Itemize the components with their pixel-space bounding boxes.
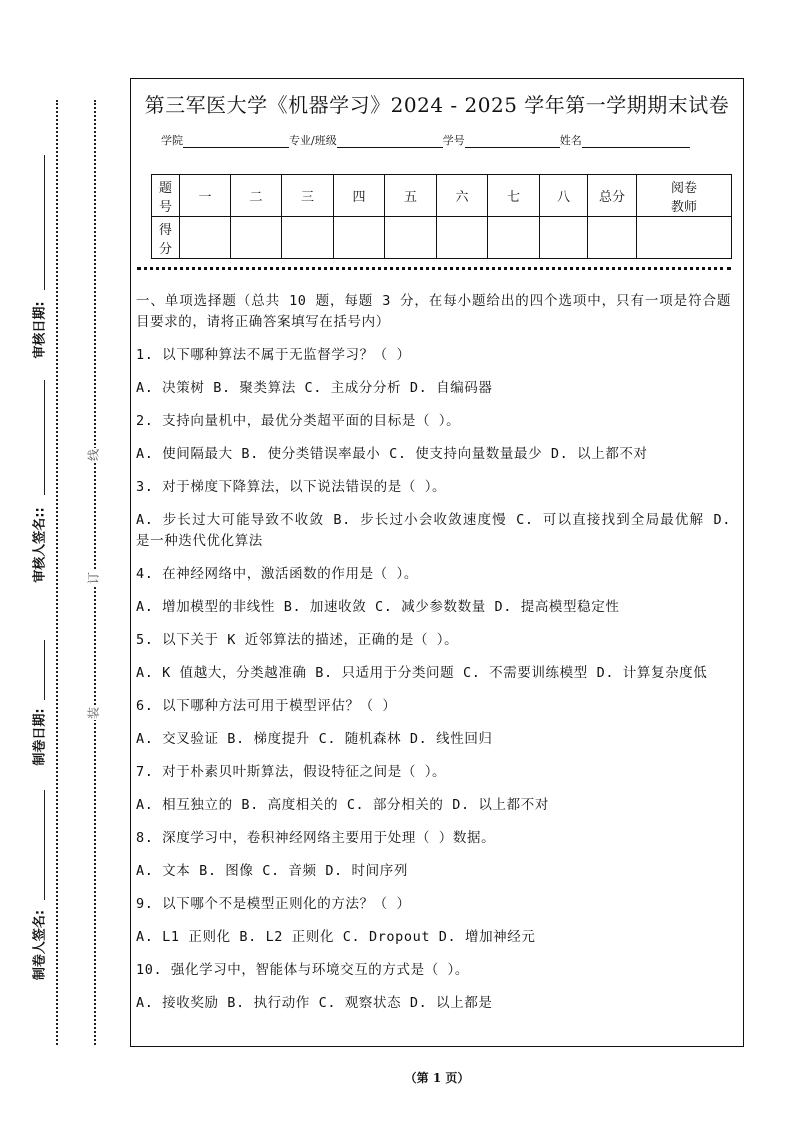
column-total: 总分 <box>588 175 637 217</box>
reviewer-signature-label: 审核人签名:: <box>32 507 48 583</box>
section-heading: 一、单项选择题（总共 10 题，每题 3 分，在每小题给出的四个选项中，只有一项是符合题目要求的，请将正确答案填写在括号内） <box>136 293 731 330</box>
column-8: 八 <box>540 175 588 217</box>
score-cell[interactable] <box>334 217 385 259</box>
exam-title: 第三军医大学《机器学习》2024 - 2025 学年第一学期期末试卷 <box>144 93 730 117</box>
column-4: 四 <box>334 175 385 217</box>
column-7: 七 <box>488 175 540 217</box>
score-cell-grader[interactable] <box>637 217 732 259</box>
question-9: 9. 以下哪个不是模型正则化的方法？（ ） <box>136 896 411 912</box>
score-table <box>151 174 732 259</box>
question-2: 2. 支持向量机中，最优分类超平面的目标是（ ）。 <box>136 413 461 429</box>
separator-dotted <box>137 267 731 270</box>
student-info <box>161 132 690 148</box>
binding-char-line: 线 <box>86 448 101 462</box>
compiler-signature-line <box>44 790 45 900</box>
question-4: 4. 在神经网络中，激活函数的作用是（ ）。 <box>136 566 418 582</box>
question-8-options: A. 文本 B. 图像 C. 音频 D. 时间序列 <box>136 863 408 879</box>
college-label: 学院 <box>161 134 183 147</box>
question-number-label: 题 号 <box>152 175 180 217</box>
score-cell[interactable] <box>437 217 488 259</box>
major-class-label: 专业/班级 <box>289 134 337 147</box>
score-cell[interactable] <box>231 217 282 259</box>
score-cell[interactable] <box>282 217 334 259</box>
cut-line-outer <box>56 100 58 1045</box>
question-5: 5. 以下关于 K 近邻算法的描述，正确的是（ ）。 <box>136 632 459 648</box>
question-section <box>136 291 731 1026</box>
column-5: 五 <box>385 175 437 217</box>
question-10-options: A. 接收奖励 B. 执行动作 C. 观察状态 D. 以上都是 <box>136 995 493 1011</box>
student-id-label: 学号 <box>442 134 465 147</box>
college-field[interactable] <box>183 135 289 148</box>
review-date-line <box>44 155 45 290</box>
column-1: 一 <box>180 175 231 217</box>
question-10: 10. 强化学习中，智能体与环境交互的方式是（ ）。 <box>136 962 469 978</box>
column-3: 三 <box>282 175 334 217</box>
page-number: （第 1 页） <box>404 1071 470 1085</box>
score-table-score-row <box>152 217 732 259</box>
compile-date-label: 制卷日期: <box>32 708 48 766</box>
score-table-header-row <box>152 175 732 217</box>
question-3: 3. 对于梯度下降算法，以下说法错误的是（ ）。 <box>136 479 447 495</box>
question-8: 8. 深度学习中，卷积神经网络主要用于处理（ ）数据。 <box>136 830 496 846</box>
question-2-options: A. 使间隔最大 B. 使分类错误率最小 C. 使支持向量数量最少 D. 以上都不对 <box>136 446 648 462</box>
compiler-signature-label: 制卷人签名: <box>32 909 48 981</box>
score-cell[interactable] <box>180 217 231 259</box>
score-cell-total[interactable] <box>588 217 637 259</box>
question-1: 1. 以下哪种算法不属于无监督学习？（ ） <box>136 347 411 363</box>
column-6: 六 <box>437 175 488 217</box>
score-cell[interactable] <box>488 217 540 259</box>
exam-frame <box>130 78 744 1047</box>
question-7: 7. 对于朴素贝叶斯算法，假设特征之间是（ ）。 <box>136 764 447 780</box>
question-1-options: A. 决策树 B. 聚类算法 C. 主成分分析 D. 自编码器 <box>136 380 493 396</box>
score-cell[interactable] <box>540 217 588 259</box>
question-7-options: A. 相互独立的 B. 高度相关的 C. 部分相关的 D. 以上都不对 <box>136 797 549 813</box>
binding-char-staple: 订 <box>86 571 101 585</box>
question-9-options: A. L1 正则化 B. L2 正则化 C. Dropout D. 增加神经元 <box>136 929 536 945</box>
name-field[interactable] <box>582 135 690 148</box>
question-5-options: A. K 值越大，分类越准确 B. 只适用于分类问题 C. 不需要训练模型 D. 计算复杂度低 <box>136 665 708 681</box>
question-3-options: A. 步长过大可能导致不收敛 B. 步长过小会收敛速度慢 C. 可以直接找到全局最优解 D. 是一种迭代优化算法 <box>136 512 731 549</box>
student-id-field[interactable] <box>465 135 560 148</box>
compile-date-line <box>44 640 45 700</box>
name-label: 姓名 <box>559 134 582 147</box>
question-6-options: A. 交叉验证 B. 梯度提升 C. 随机森林 D. 线性回归 <box>136 731 493 747</box>
review-date-label: 审核日期: <box>32 301 48 359</box>
reviewer-signature-line <box>44 380 45 495</box>
score-cell[interactable] <box>385 217 437 259</box>
question-6: 6. 以下哪种方法可用于模型评估？（ ） <box>136 698 397 714</box>
major-class-field[interactable] <box>337 135 443 148</box>
binding-char-bind: 装 <box>86 706 101 720</box>
score-label: 得 分 <box>152 217 180 259</box>
column-grader: 阅卷 教师 <box>637 175 732 217</box>
column-2: 二 <box>231 175 282 217</box>
question-4-options: A. 增加模型的非线性 B. 加速收敛 C. 减少参数数量 D. 提高模型稳定性 <box>136 599 620 615</box>
